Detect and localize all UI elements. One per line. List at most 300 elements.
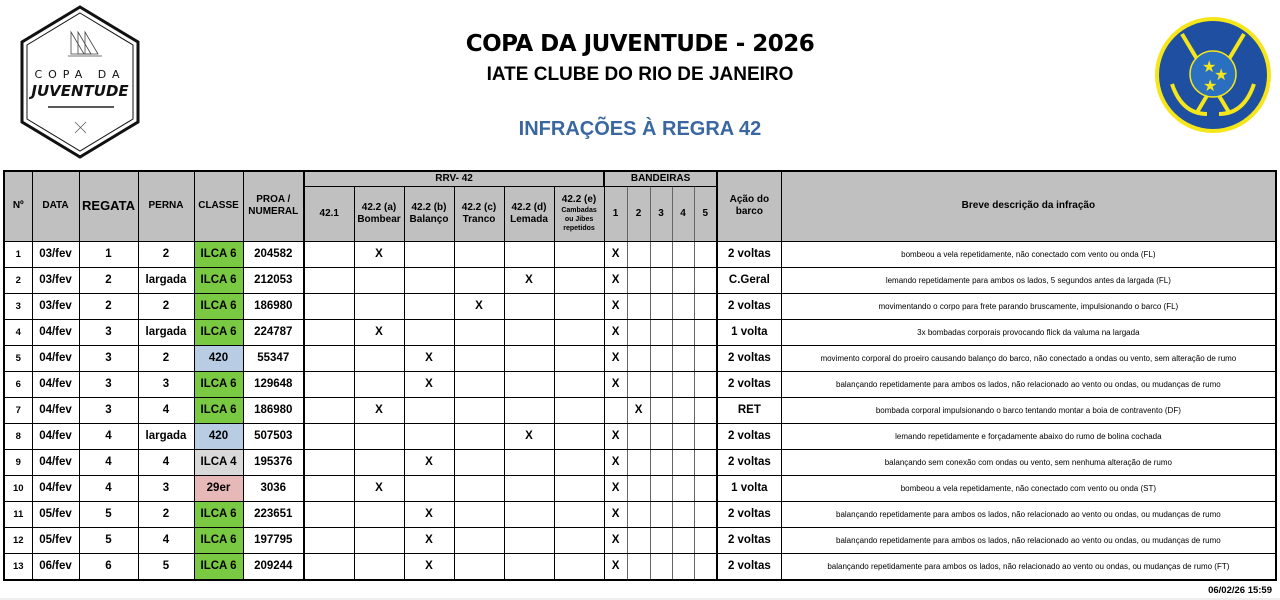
cell-date: 04/fev xyxy=(32,345,79,371)
cell-action: 2 voltas xyxy=(717,449,781,475)
header-rrv-1 xyxy=(304,186,354,241)
cell-race: 3 xyxy=(79,345,138,371)
header-race: REGATA xyxy=(79,171,138,241)
logo-line1: COPA DA xyxy=(34,68,126,81)
cell-race: 6 xyxy=(79,553,138,580)
cell-rrv-4: X xyxy=(454,293,504,319)
cell-rrv-1 xyxy=(304,241,354,267)
cell-leg: largada xyxy=(138,319,194,345)
table-row xyxy=(4,423,1276,449)
cell-class: 420 xyxy=(194,423,243,449)
cell-rrv-1 xyxy=(304,449,354,475)
cell-flag-4 xyxy=(672,449,694,475)
cell-rrv-2 xyxy=(354,267,404,293)
cell-flag-4 xyxy=(672,345,694,371)
table-row xyxy=(4,449,1276,475)
cell-race: 1 xyxy=(79,241,138,267)
cell-num: 7 xyxy=(4,397,32,423)
cell-rrv-1 xyxy=(304,527,354,553)
infractions-table-wrapper xyxy=(3,170,1277,581)
cell-action: 2 voltas xyxy=(717,423,781,449)
rrv-code: 42.2 (a) xyxy=(361,201,397,213)
rrv-label: Balanço xyxy=(409,213,449,225)
cell-action: 2 voltas xyxy=(717,293,781,319)
cell-flag-2 xyxy=(627,293,650,319)
cell-flag-5 xyxy=(694,345,717,371)
cell-rrv-6 xyxy=(554,553,604,580)
cell-flag-5 xyxy=(694,449,717,475)
cell-bow-number: 212053 xyxy=(243,267,304,293)
rrv-code: 42.2 (b) xyxy=(411,201,447,213)
cell-rrv-3 xyxy=(404,423,454,449)
cell-flag-1: X xyxy=(604,241,627,267)
rrv-code: 42.2 (d) xyxy=(511,201,547,213)
cell-rrv-6 xyxy=(554,293,604,319)
cell-flag-3 xyxy=(650,345,672,371)
cell-bow-number: 197795 xyxy=(243,527,304,553)
cell-rrv-4 xyxy=(454,397,504,423)
cell-date: 03/fev xyxy=(32,293,79,319)
cell-class: ILCA 6 xyxy=(194,319,243,345)
cell-rrv-3 xyxy=(404,267,454,293)
cell-class: 29er xyxy=(194,475,243,501)
cell-action: 2 voltas xyxy=(717,241,781,267)
cell-rrv-4 xyxy=(454,319,504,345)
cell-rrv-3: X xyxy=(404,501,454,527)
svg-text:★: ★ xyxy=(1203,76,1218,95)
cell-race: 4 xyxy=(79,475,138,501)
cell-rrv-3: X xyxy=(404,553,454,580)
cell-rrv-2 xyxy=(354,293,404,319)
cell-leg: 3 xyxy=(138,371,194,397)
cell-rrv-6 xyxy=(554,423,604,449)
cell-rrv-4 xyxy=(454,267,504,293)
cell-class: ILCA 6 xyxy=(194,397,243,423)
cell-rrv-2 xyxy=(354,553,404,580)
table-row xyxy=(4,293,1276,319)
table-row xyxy=(4,397,1276,423)
cell-flag-2: X xyxy=(627,397,650,423)
cell-leg: 5 xyxy=(138,553,194,580)
logo-line2: JUVENTUDE xyxy=(31,82,129,100)
cell-description: balançando repetidamente para ambos os lados, não relacionado ao vento ou ondas, ou mudanças de rumo (FT) xyxy=(781,553,1276,580)
header-flag-4: 4 xyxy=(672,186,694,241)
cell-leg: largada xyxy=(138,423,194,449)
cell-flag-5 xyxy=(694,319,717,345)
cell-rrv-2: X xyxy=(354,397,404,423)
cell-race: 3 xyxy=(79,371,138,397)
cell-date: 05/fev xyxy=(32,527,79,553)
rrv-label: Cambadas ou Jibes repetidos xyxy=(561,207,597,232)
cell-class: ILCA 6 xyxy=(194,241,243,267)
cell-rrv-2: X xyxy=(354,241,404,267)
cell-date: 06/fev xyxy=(32,553,79,580)
cell-flag-3 xyxy=(650,397,672,423)
cell-leg: 2 xyxy=(138,241,194,267)
cell-race: 4 xyxy=(79,449,138,475)
cell-flag-4 xyxy=(672,397,694,423)
cell-rrv-4 xyxy=(454,475,504,501)
cell-rrv-3 xyxy=(404,319,454,345)
cell-flag-5 xyxy=(694,501,717,527)
cell-bow-number: 204582 xyxy=(243,241,304,267)
cell-num: 3 xyxy=(4,293,32,319)
cell-action: 1 volta xyxy=(717,475,781,501)
cell-action: C.Geral xyxy=(717,267,781,293)
header-class: CLASSE xyxy=(194,171,243,241)
cell-rrv-4 xyxy=(454,345,504,371)
table-row xyxy=(4,553,1276,580)
cell-rrv-5 xyxy=(504,553,554,580)
cell-rrv-2 xyxy=(354,501,404,527)
cell-action: 2 voltas xyxy=(717,553,781,580)
cell-flag-4 xyxy=(672,553,694,580)
cell-description: bombeou a vela repetidamente, não conectado com vento ou onda (ST) xyxy=(781,475,1276,501)
cell-class: ILCA 6 xyxy=(194,501,243,527)
cell-rrv-6 xyxy=(554,241,604,267)
cell-bow-number: 3036 xyxy=(243,475,304,501)
cell-num: 10 xyxy=(4,475,32,501)
cell-class: ILCA 6 xyxy=(194,371,243,397)
cell-date: 04/fev xyxy=(32,475,79,501)
cell-bow-number: 224787 xyxy=(243,319,304,345)
cell-flag-5 xyxy=(694,553,717,580)
cell-rrv-3: X xyxy=(404,449,454,475)
cell-bow-number: 186980 xyxy=(243,293,304,319)
cell-rrv-6 xyxy=(554,501,604,527)
cell-flag-3 xyxy=(650,319,672,345)
cell-race: 3 xyxy=(79,319,138,345)
cell-num: 1 xyxy=(4,241,32,267)
rrv-label: Tranco xyxy=(462,213,496,225)
cell-rrv-6 xyxy=(554,371,604,397)
header-flags-group: BANDEIRAS xyxy=(604,171,717,186)
cell-flag-1: X xyxy=(604,345,627,371)
cell-rrv-2 xyxy=(354,371,404,397)
cell-flag-1: X xyxy=(604,319,627,345)
svg-text:★: ★ xyxy=(1202,57,1217,76)
rrv-label: Bombear xyxy=(357,213,401,225)
cell-date: 03/fev xyxy=(32,241,79,267)
cell-bow-number: 195376 xyxy=(243,449,304,475)
cell-flag-2 xyxy=(627,267,650,293)
cell-rrv-2 xyxy=(354,345,404,371)
section-title: INFRAÇÕES À REGRA 42 xyxy=(518,118,762,140)
cell-rrv-3 xyxy=(404,241,454,267)
cell-flag-5 xyxy=(694,371,717,397)
cell-flag-4 xyxy=(672,293,694,319)
cell-flag-1 xyxy=(604,397,627,423)
cell-rrv-1 xyxy=(304,475,354,501)
club-name: IATE CLUBE DO RIO DE JANEIRO xyxy=(486,64,794,85)
cell-leg: largada xyxy=(138,267,194,293)
header-rrv-group: RRV- 42 xyxy=(304,171,604,186)
cell-race: 5 xyxy=(79,501,138,527)
cell-flag-2 xyxy=(627,449,650,475)
cell-flag-4 xyxy=(672,267,694,293)
cell-flag-3 xyxy=(650,449,672,475)
cell-flag-4 xyxy=(672,501,694,527)
cell-class: ILCA 6 xyxy=(194,267,243,293)
cell-class: ILCA 6 xyxy=(194,527,243,553)
cell-rrv-2: X xyxy=(354,475,404,501)
cell-rrv-4 xyxy=(454,241,504,267)
cell-rrv-3: X xyxy=(404,345,454,371)
cell-num: 12 xyxy=(4,527,32,553)
cell-rrv-5 xyxy=(504,449,554,475)
table-body xyxy=(4,241,1276,580)
cell-rrv-4 xyxy=(454,553,504,580)
cell-num: 4 xyxy=(4,319,32,345)
cell-race: 5 xyxy=(79,527,138,553)
cell-flag-4 xyxy=(672,371,694,397)
header-description: Breve descrição da infração xyxy=(781,171,1276,241)
header-rrv-6 xyxy=(554,186,604,241)
cell-rrv-2 xyxy=(354,527,404,553)
cell-flag-4 xyxy=(672,423,694,449)
cell-date: 04/fev xyxy=(32,449,79,475)
header-flag-5: 5 xyxy=(694,186,717,241)
table-row xyxy=(4,371,1276,397)
cell-description: 3x bombadas corporais provocando flick da valuma na largada xyxy=(781,319,1276,345)
cell-flag-1: X xyxy=(604,293,627,319)
table-row xyxy=(4,241,1276,267)
rrv-code: 42.2 (c) xyxy=(461,201,497,213)
cell-rrv-5 xyxy=(504,293,554,319)
cell-flag-5 xyxy=(694,475,717,501)
cell-rrv-4 xyxy=(454,449,504,475)
cell-flag-2 xyxy=(627,345,650,371)
cell-race: 3 xyxy=(79,397,138,423)
header-flag-3: 3 xyxy=(650,186,672,241)
cell-rrv-5 xyxy=(504,475,554,501)
cell-rrv-1 xyxy=(304,371,354,397)
cell-flag-5 xyxy=(694,397,717,423)
cell-rrv-3 xyxy=(404,475,454,501)
cell-flag-2 xyxy=(627,475,650,501)
cell-flag-1: X xyxy=(604,371,627,397)
cell-description: balançando repetidamente para ambos os lados, não relacionado ao vento ou ondas, ou mudanças de rumo xyxy=(781,371,1276,397)
cell-rrv-4 xyxy=(454,423,504,449)
header-date: DATA xyxy=(32,171,79,241)
cell-description: lemando repetidamente para ambos os lados, 5 segundos antes da largada (FL) xyxy=(781,267,1276,293)
cell-action: 1 volta xyxy=(717,319,781,345)
cell-rrv-1 xyxy=(304,267,354,293)
table-row xyxy=(4,527,1276,553)
cell-flag-2 xyxy=(627,527,650,553)
cell-rrv-1 xyxy=(304,501,354,527)
header-rrv-5 xyxy=(504,186,554,241)
header-rrv-3 xyxy=(404,186,454,241)
cell-flag-3 xyxy=(650,423,672,449)
cell-rrv-6 xyxy=(554,319,604,345)
cell-num: 6 xyxy=(4,371,32,397)
cell-num: 13 xyxy=(4,553,32,580)
cell-date: 05/fev xyxy=(32,501,79,527)
cell-num: 5 xyxy=(4,345,32,371)
cell-flag-3 xyxy=(650,267,672,293)
table-row xyxy=(4,267,1276,293)
cell-action: 2 voltas xyxy=(717,501,781,527)
cell-num: 2 xyxy=(4,267,32,293)
cell-rrv-5: X xyxy=(504,267,554,293)
cell-rrv-1 xyxy=(304,293,354,319)
cell-rrv-6 xyxy=(554,397,604,423)
cell-rrv-5 xyxy=(504,371,554,397)
cell-action: RET xyxy=(717,397,781,423)
cell-race: 2 xyxy=(79,293,138,319)
cell-rrv-5 xyxy=(504,527,554,553)
cell-rrv-1 xyxy=(304,319,354,345)
cell-rrv-2: X xyxy=(354,319,404,345)
cell-flag-1: X xyxy=(604,553,627,580)
cell-action: 2 voltas xyxy=(717,527,781,553)
cell-leg: 2 xyxy=(138,293,194,319)
cell-rrv-1 xyxy=(304,397,354,423)
table-row xyxy=(4,475,1276,501)
cell-description: balançando repetidamente para ambos os lados, não relacionado ao vento ou ondas, ou mudanças de rumo xyxy=(781,501,1276,527)
cell-flag-1: X xyxy=(604,475,627,501)
cell-rrv-6 xyxy=(554,449,604,475)
header-action: Ação do barco xyxy=(717,171,781,241)
cell-flag-3 xyxy=(650,371,672,397)
cell-flag-5 xyxy=(694,267,717,293)
cell-flag-5 xyxy=(694,527,717,553)
header-bow-number: PROA / NUMERAL xyxy=(243,171,304,241)
cell-flag-2 xyxy=(627,423,650,449)
cell-num: 9 xyxy=(4,449,32,475)
cell-flag-1: X xyxy=(604,267,627,293)
cell-rrv-5 xyxy=(504,319,554,345)
cell-flag-2 xyxy=(627,319,650,345)
cell-flag-3 xyxy=(650,293,672,319)
cell-flag-2 xyxy=(627,501,650,527)
cell-date: 04/fev xyxy=(32,371,79,397)
cell-description: balançando repetidamente para ambos os lados, não relacionado ao vento ou ondas, ou mudanças de rumo xyxy=(781,527,1276,553)
cell-rrv-4 xyxy=(454,527,504,553)
svg-text:★: ★ xyxy=(1214,65,1229,84)
table-row xyxy=(4,501,1276,527)
cell-leg: 2 xyxy=(138,345,194,371)
cell-rrv-6 xyxy=(554,267,604,293)
table-header xyxy=(4,171,1276,241)
cell-bow-number: 186980 xyxy=(243,397,304,423)
cell-rrv-1 xyxy=(304,345,354,371)
cell-race: 4 xyxy=(79,423,138,449)
rrv-code: 42.1 xyxy=(319,207,339,219)
cell-rrv-3 xyxy=(404,293,454,319)
cell-description: balançando sem conexão com ondas ou vento, sem nenhuma alteração de rumo xyxy=(781,449,1276,475)
cell-flag-3 xyxy=(650,475,672,501)
cell-flag-5 xyxy=(694,293,717,319)
cell-action: 2 voltas xyxy=(717,371,781,397)
header-flag-1: 1 xyxy=(604,186,627,241)
cell-bow-number: 129648 xyxy=(243,371,304,397)
cell-rrv-2 xyxy=(354,449,404,475)
table-row xyxy=(4,319,1276,345)
cell-description: bombeou a vela repetidamente, não conectado com vento ou onda (FL) xyxy=(781,241,1276,267)
cell-rrv-5 xyxy=(504,241,554,267)
header-flag-2: 2 xyxy=(627,186,650,241)
cell-rrv-5 xyxy=(504,397,554,423)
cell-rrv-3 xyxy=(404,397,454,423)
cell-description: movimentando o corpo para frete parando bruscamente, impulsionando o barco (FL) xyxy=(781,293,1276,319)
cell-flag-3 xyxy=(650,527,672,553)
cell-date: 04/fev xyxy=(32,423,79,449)
cell-flag-1: X xyxy=(604,527,627,553)
cell-num: 11 xyxy=(4,501,32,527)
header-rrv-2 xyxy=(354,186,404,241)
cell-flag-4 xyxy=(672,527,694,553)
timestamp: 06/02/26 15:59 xyxy=(1208,585,1272,596)
rrv-label: Lemada xyxy=(510,213,548,225)
cell-rrv-6 xyxy=(554,527,604,553)
cell-bow-number: 55347 xyxy=(243,345,304,371)
cell-bow-number: 223651 xyxy=(243,501,304,527)
cell-leg: 3 xyxy=(138,475,194,501)
cell-class: ILCA 4 xyxy=(194,449,243,475)
cell-flag-5 xyxy=(694,241,717,267)
cell-flag-3 xyxy=(650,241,672,267)
cell-rrv-4 xyxy=(454,371,504,397)
cell-leg: 4 xyxy=(138,527,194,553)
cell-class: ILCA 6 xyxy=(194,553,243,580)
cell-flag-4 xyxy=(672,475,694,501)
cell-flag-1: X xyxy=(604,449,627,475)
cell-flag-4 xyxy=(672,241,694,267)
cell-flag-1: X xyxy=(604,423,627,449)
cell-rrv-3: X xyxy=(404,527,454,553)
cell-flag-3 xyxy=(650,501,672,527)
cell-rrv-6 xyxy=(554,345,604,371)
header-leg: PERNA xyxy=(138,171,194,241)
cell-date: 03/fev xyxy=(32,267,79,293)
cell-rrv-6 xyxy=(554,475,604,501)
cell-leg: 4 xyxy=(138,449,194,475)
rrv-code: 42.2 (e) xyxy=(561,194,597,205)
table-row xyxy=(4,345,1276,371)
cell-description: movimento corporal do proeiro causando balanço do barco, não conectado a ondas ou vento, sem alteração de rumo xyxy=(781,345,1276,371)
cell-rrv-5: X xyxy=(504,423,554,449)
cell-num: 8 xyxy=(4,423,32,449)
cell-leg: 4 xyxy=(138,397,194,423)
cell-description: lemando repetidamente e forçadamente abaixo do rumo de bolina cochada xyxy=(781,423,1276,449)
cell-action: 2 voltas xyxy=(717,345,781,371)
cell-class: 420 xyxy=(194,345,243,371)
cell-flag-2 xyxy=(627,371,650,397)
cell-rrv-4 xyxy=(454,501,504,527)
cell-bow-number: 209244 xyxy=(243,553,304,580)
cell-description: bombada corporal impulsionando o barco tentando montar a boia de contravento (DF) xyxy=(781,397,1276,423)
event-title: COPA DA JUVENTUDE - 2026 xyxy=(465,31,815,57)
cell-rrv-3: X xyxy=(404,371,454,397)
cell-leg: 2 xyxy=(138,501,194,527)
cell-bow-number: 507503 xyxy=(243,423,304,449)
cell-rrv-2 xyxy=(354,423,404,449)
cell-rrv-1 xyxy=(304,553,354,580)
cell-rrv-5 xyxy=(504,345,554,371)
cell-date: 04/fev xyxy=(32,397,79,423)
cell-rrv-1 xyxy=(304,423,354,449)
cell-flag-4 xyxy=(672,319,694,345)
cell-rrv-5 xyxy=(504,501,554,527)
cell-flag-2 xyxy=(627,553,650,580)
infractions-table xyxy=(3,170,1277,581)
header-num: Nº xyxy=(4,171,32,241)
header-rrv-4 xyxy=(454,186,504,241)
cell-flag-5 xyxy=(694,423,717,449)
cell-flag-1: X xyxy=(604,501,627,527)
